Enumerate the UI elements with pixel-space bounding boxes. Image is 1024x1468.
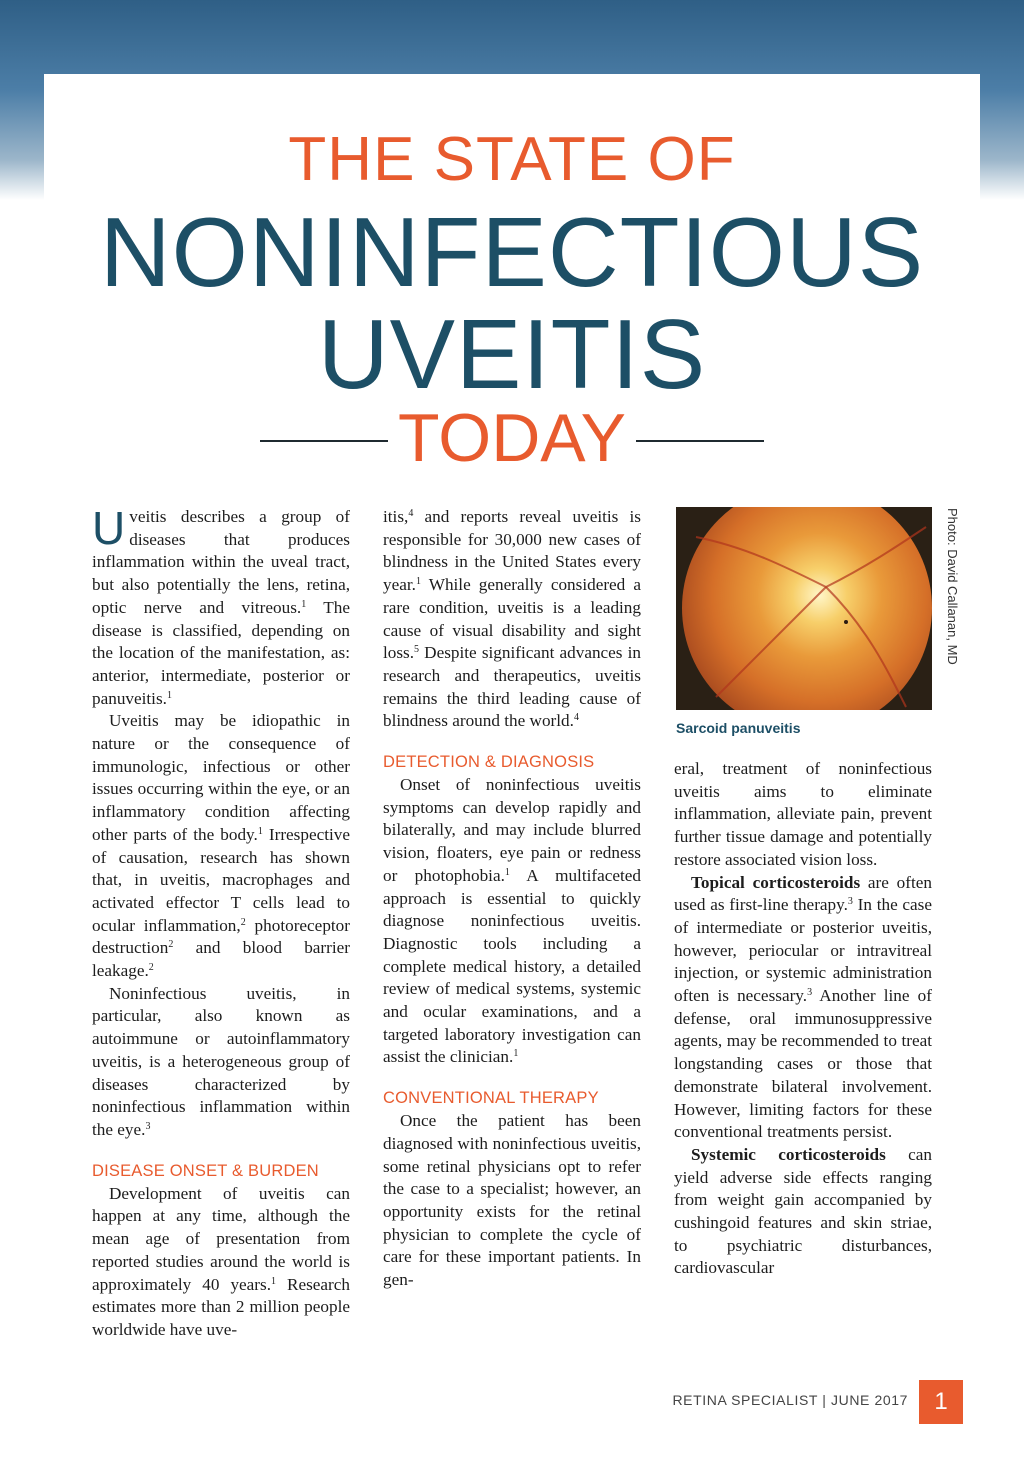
paragraph (383, 506, 641, 733)
text-run: Despite significant advances in research and therapeutics, uveitis remains the third leading cause of blindness around the world. (383, 643, 641, 731)
citation: 3 (145, 1120, 151, 1132)
title-line-3: UVEITIS (317, 299, 707, 409)
text-run: are often used as first-line therapy. (674, 872, 932, 915)
text-run: A multifaceted approach is essential to quickly diagnose noninfectious uveitis. Diagnostic tools including a complete medical history, a detailed review of medical systems, systemic and ocular examinations, and a targeted laboratory investigation can assist the clinician. (383, 865, 641, 1067)
bold-term: Systemic corticosteroids (691, 1144, 886, 1164)
citation: 4 (408, 508, 414, 519)
footer-publication: RETINA SPECIALIST | JUNE 2017 (672, 1392, 908, 1408)
title-line-2: NONINFECTIOUS (99, 197, 925, 307)
text-run: While generally considered a rare condition, uveitis is a leading cause of visual disability and sight loss. (383, 575, 641, 663)
article-column-1 (92, 502, 351, 1342)
paragraph (674, 872, 932, 1144)
citation: 1 (513, 1048, 519, 1060)
text-run: Another line of defense, oral immunosuppressive agents, may be recommended to treat longstanding cases or those that demonstrate bilateral involvement. However, limiting factors for these conventional treatments persist. (674, 986, 932, 1142)
section-heading-disease-onset: DISEASE ONSET & BURDEN (92, 1161, 319, 1180)
text-run: In the case of intermediate or posterior uveitis, however, periocular or intravitreal injection, or systemic administration often is necessary. (674, 895, 932, 1006)
citation: 1 (415, 576, 421, 588)
page-number: 1 (919, 1380, 963, 1424)
text-run: Research estimates more than 2 million people worldwide have uve- (92, 1274, 350, 1339)
citation: 1 (166, 689, 172, 701)
paragraph (92, 983, 350, 1142)
paragraph (92, 710, 350, 982)
paragraph (383, 1110, 641, 1292)
paragraph (92, 502, 350, 710)
paragraph (383, 774, 641, 1069)
citation: 2 (240, 916, 246, 928)
citation: 1 (301, 598, 307, 610)
citation: 5 (414, 644, 420, 656)
text-run: can yield adverse side effects ranging from weight gain accompanied by cushingoid features and skin striae, to psychiatric disturbances, cardiovascular (674, 1144, 932, 1278)
fundus-photo (676, 507, 932, 710)
title-line-1: THE STATE OF (288, 125, 736, 194)
section-heading-detection: DETECTION & DIAGNOSIS (383, 753, 595, 772)
section-heading-conventional-therapy: CONVENTIONAL THERAPY (383, 1089, 599, 1108)
paragraph (674, 758, 932, 872)
text-run: Once the patient has been diagnosed with noninfectious uveitis, some retinal physicians opt to refer the case to a specialist; however, an opportunity exists for the retinal physician to complete the cycle of care for these important patients. In gen- (383, 1111, 641, 1290)
text-run: photoreceptor destruction (92, 915, 351, 958)
citation: 3 (807, 987, 813, 999)
text-run: Uveitis may be idiopathic in nature or the consequence of immunologic, infectious or other issues occurring within the eye, or an inflammatory condition affecting other parts of the body. (92, 711, 350, 844)
drop-cap: U (92, 502, 126, 554)
paragraph (92, 1183, 350, 1342)
text-run: Noninfectious uveitis, in particular, also known as autoimmune or autoinflammatory uveitis, is a heterogeneous group of diseases characterized by noninfectious inflammation within the eye. (92, 983, 350, 1139)
text-run: and blood barrier leakage. (92, 938, 350, 981)
article-column-3 (674, 758, 932, 1280)
citation: 2 (168, 939, 174, 951)
text-run: itis, (383, 507, 409, 526)
text-run: Onset of noninfectious uveitis symptoms can develop rapidly and bilaterally, and may include blurred vision, floaters, eye pain or redness or photophobia. (383, 775, 641, 885)
citation: 2 (148, 962, 154, 974)
title-line-4: TODAY (398, 400, 626, 476)
citation: 3 (847, 896, 853, 908)
text-run: and reports reveal uveitis is responsible for 30,000 new cases of blindness in the United States every year. (383, 507, 641, 595)
text-run: The disease is classified, depending on the location of the manifestation, as: anterior, intermediate, posterior or panuveitis. (92, 597, 350, 708)
citation: 1 (257, 825, 263, 837)
photo-credit: Photo: David Callanan, MD (945, 508, 960, 665)
title-line-4-row (0, 398, 1024, 478)
citation: 4 (573, 712, 579, 724)
article-column-2 (383, 506, 641, 1292)
title-rule-right (636, 440, 764, 442)
text-run: Development of uveitis can happen at any time, although the mean age of presentation from reported studies around the world is approximately 40 years. (92, 1183, 350, 1294)
text-run: eral, treatment of noninfectious uveitis aims to eliminate inflammation, alleviate pain, prevent further tissue damage and potentially restore associated vision loss. (674, 759, 932, 869)
text-run: veitis describes a group of diseases that produces inflammation within the uveal tract, but also potentially the lens, retina, optic nerve and vitreous. (92, 507, 350, 617)
text-run: Irrespective of causation, research has shown that, in uveitis, macrophages and activated effector T cells lead to ocular inflammation, (92, 824, 350, 935)
citation: 1 (504, 866, 510, 878)
title-rule-left (260, 440, 388, 442)
retinal-vessels (676, 507, 932, 710)
citation: 1 (271, 1275, 276, 1287)
figure-caption: Sarcoid panuveitis (676, 720, 801, 736)
paragraph (674, 1144, 932, 1280)
bold-term: Topical corticosteroids (691, 872, 861, 892)
